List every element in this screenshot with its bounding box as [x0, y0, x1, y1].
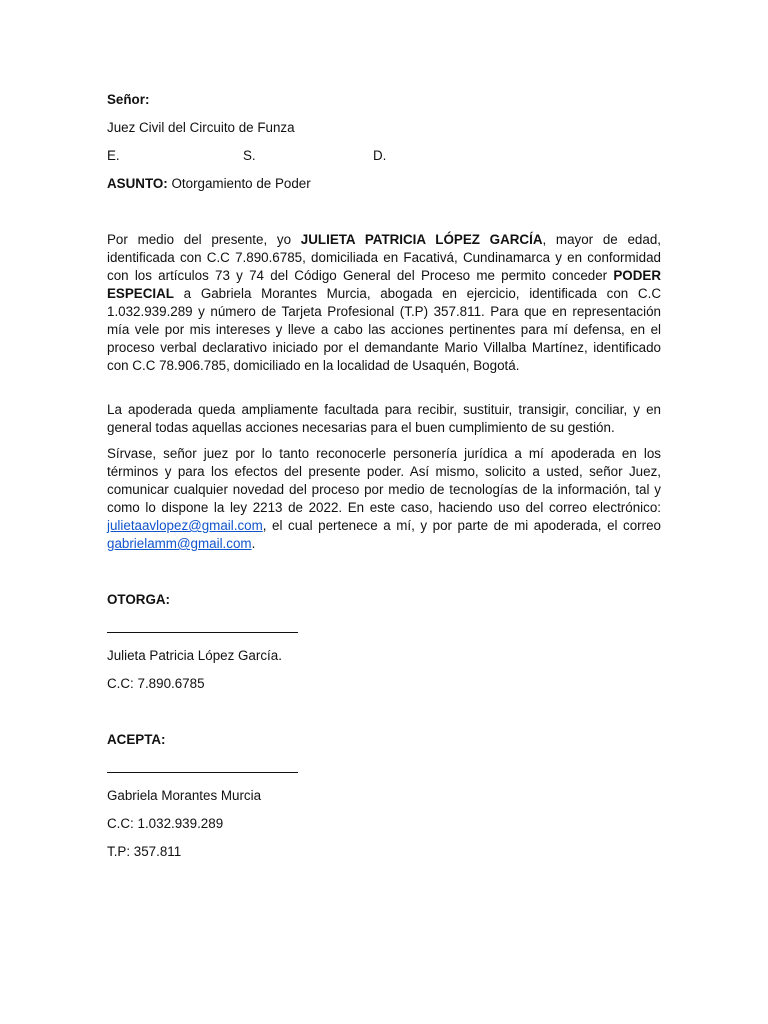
attorney-tp: T.P: 357.811 — [107, 844, 182, 859]
email-link-grantor[interactable]: julietaavlopez@gmail.com — [107, 518, 263, 533]
acepta-label: ACEPTA: — [107, 732, 166, 747]
esd-e: E. — [107, 148, 120, 163]
p1-text-1: Por medio del presente, yo — [107, 232, 301, 247]
subject-line — [107, 175, 311, 193]
paragraph-3 — [107, 445, 661, 553]
signature-line-grantor — [107, 632, 298, 633]
esd-s: S. — [243, 148, 256, 163]
signature-line-attorney — [107, 772, 298, 773]
subject-text: Otorgamiento de Poder — [167, 176, 311, 191]
grantor-name-bold: JULIETA PATRICIA LÓPEZ GARCÍA — [300, 232, 543, 247]
p3-text-3: . — [251, 536, 256, 551]
grantor-name: Julieta Patricia López García. — [107, 648, 282, 663]
attorney-id: C.C: 1.032.939.289 — [107, 816, 224, 831]
email-link-attorney[interactable]: gabrielamm@gmail.com — [107, 536, 252, 551]
attorney-name: Gabriela Morantes Murcia — [107, 788, 262, 803]
subject-label: ASUNTO: — [107, 176, 168, 191]
salutation: Señor: — [107, 92, 150, 107]
p1-text-3: a Gabriela Morantes Murcia, abogada en ejercicio, identificada con C.C 1.032.939.289 y número de Tarjeta Profesional (T.P) 357.811. Para que en representación mía vele por mis intereses y lleve a cabo las acciones pertinentes para mí defensa, en el proceso verbal declarativo iniciado por el demandante Mario Villalba Martínez, identificado con C.C 78.906.785, domiciliado en la localidad de Usaquén, Bogotá. — [107, 286, 661, 373]
recipient: Juez Civil del Circuito de Funza — [107, 120, 295, 135]
p3-text-2: , el cual pertenece a mí, y por parte de mi apoderada, el correo — [262, 518, 661, 533]
grantor-id: C.C: 7.890.6785 — [107, 676, 205, 691]
paragraph-2: La apoderada queda ampliamente facultada para recibir, sustituir, transigir, conciliar, y en general todas aquellas acciones necesarias para el buen cumplimiento de su gestión. — [107, 402, 661, 435]
p1-text-2: , mayor de edad, identificada con C.C 7.890.6785, domiciliada en Facativá, Cundinamarca y en conformidad con los artículos 73 y 74 del Código General del Proceso me permito conceder — [107, 232, 661, 283]
otorga-label: OTORGA: — [107, 592, 170, 607]
esd-d: D. — [373, 148, 387, 163]
power-bold: PODER ESPECIAL — [107, 268, 661, 301]
paragraph-1 — [107, 231, 661, 375]
p3-text-1: Sírvase, señor juez por lo tanto reconocerle personería jurídica a mí apoderada en los términos y para los efectos del presente poder. Así mismo, solicito a usted, señor Juez, comunicar cualquier novedad del proceso por medio de tecnologías de la información, tal y como lo dispone la ley 2213 de 2022. En este caso, haciendo uso del correo electrónico: — [107, 446, 661, 515]
